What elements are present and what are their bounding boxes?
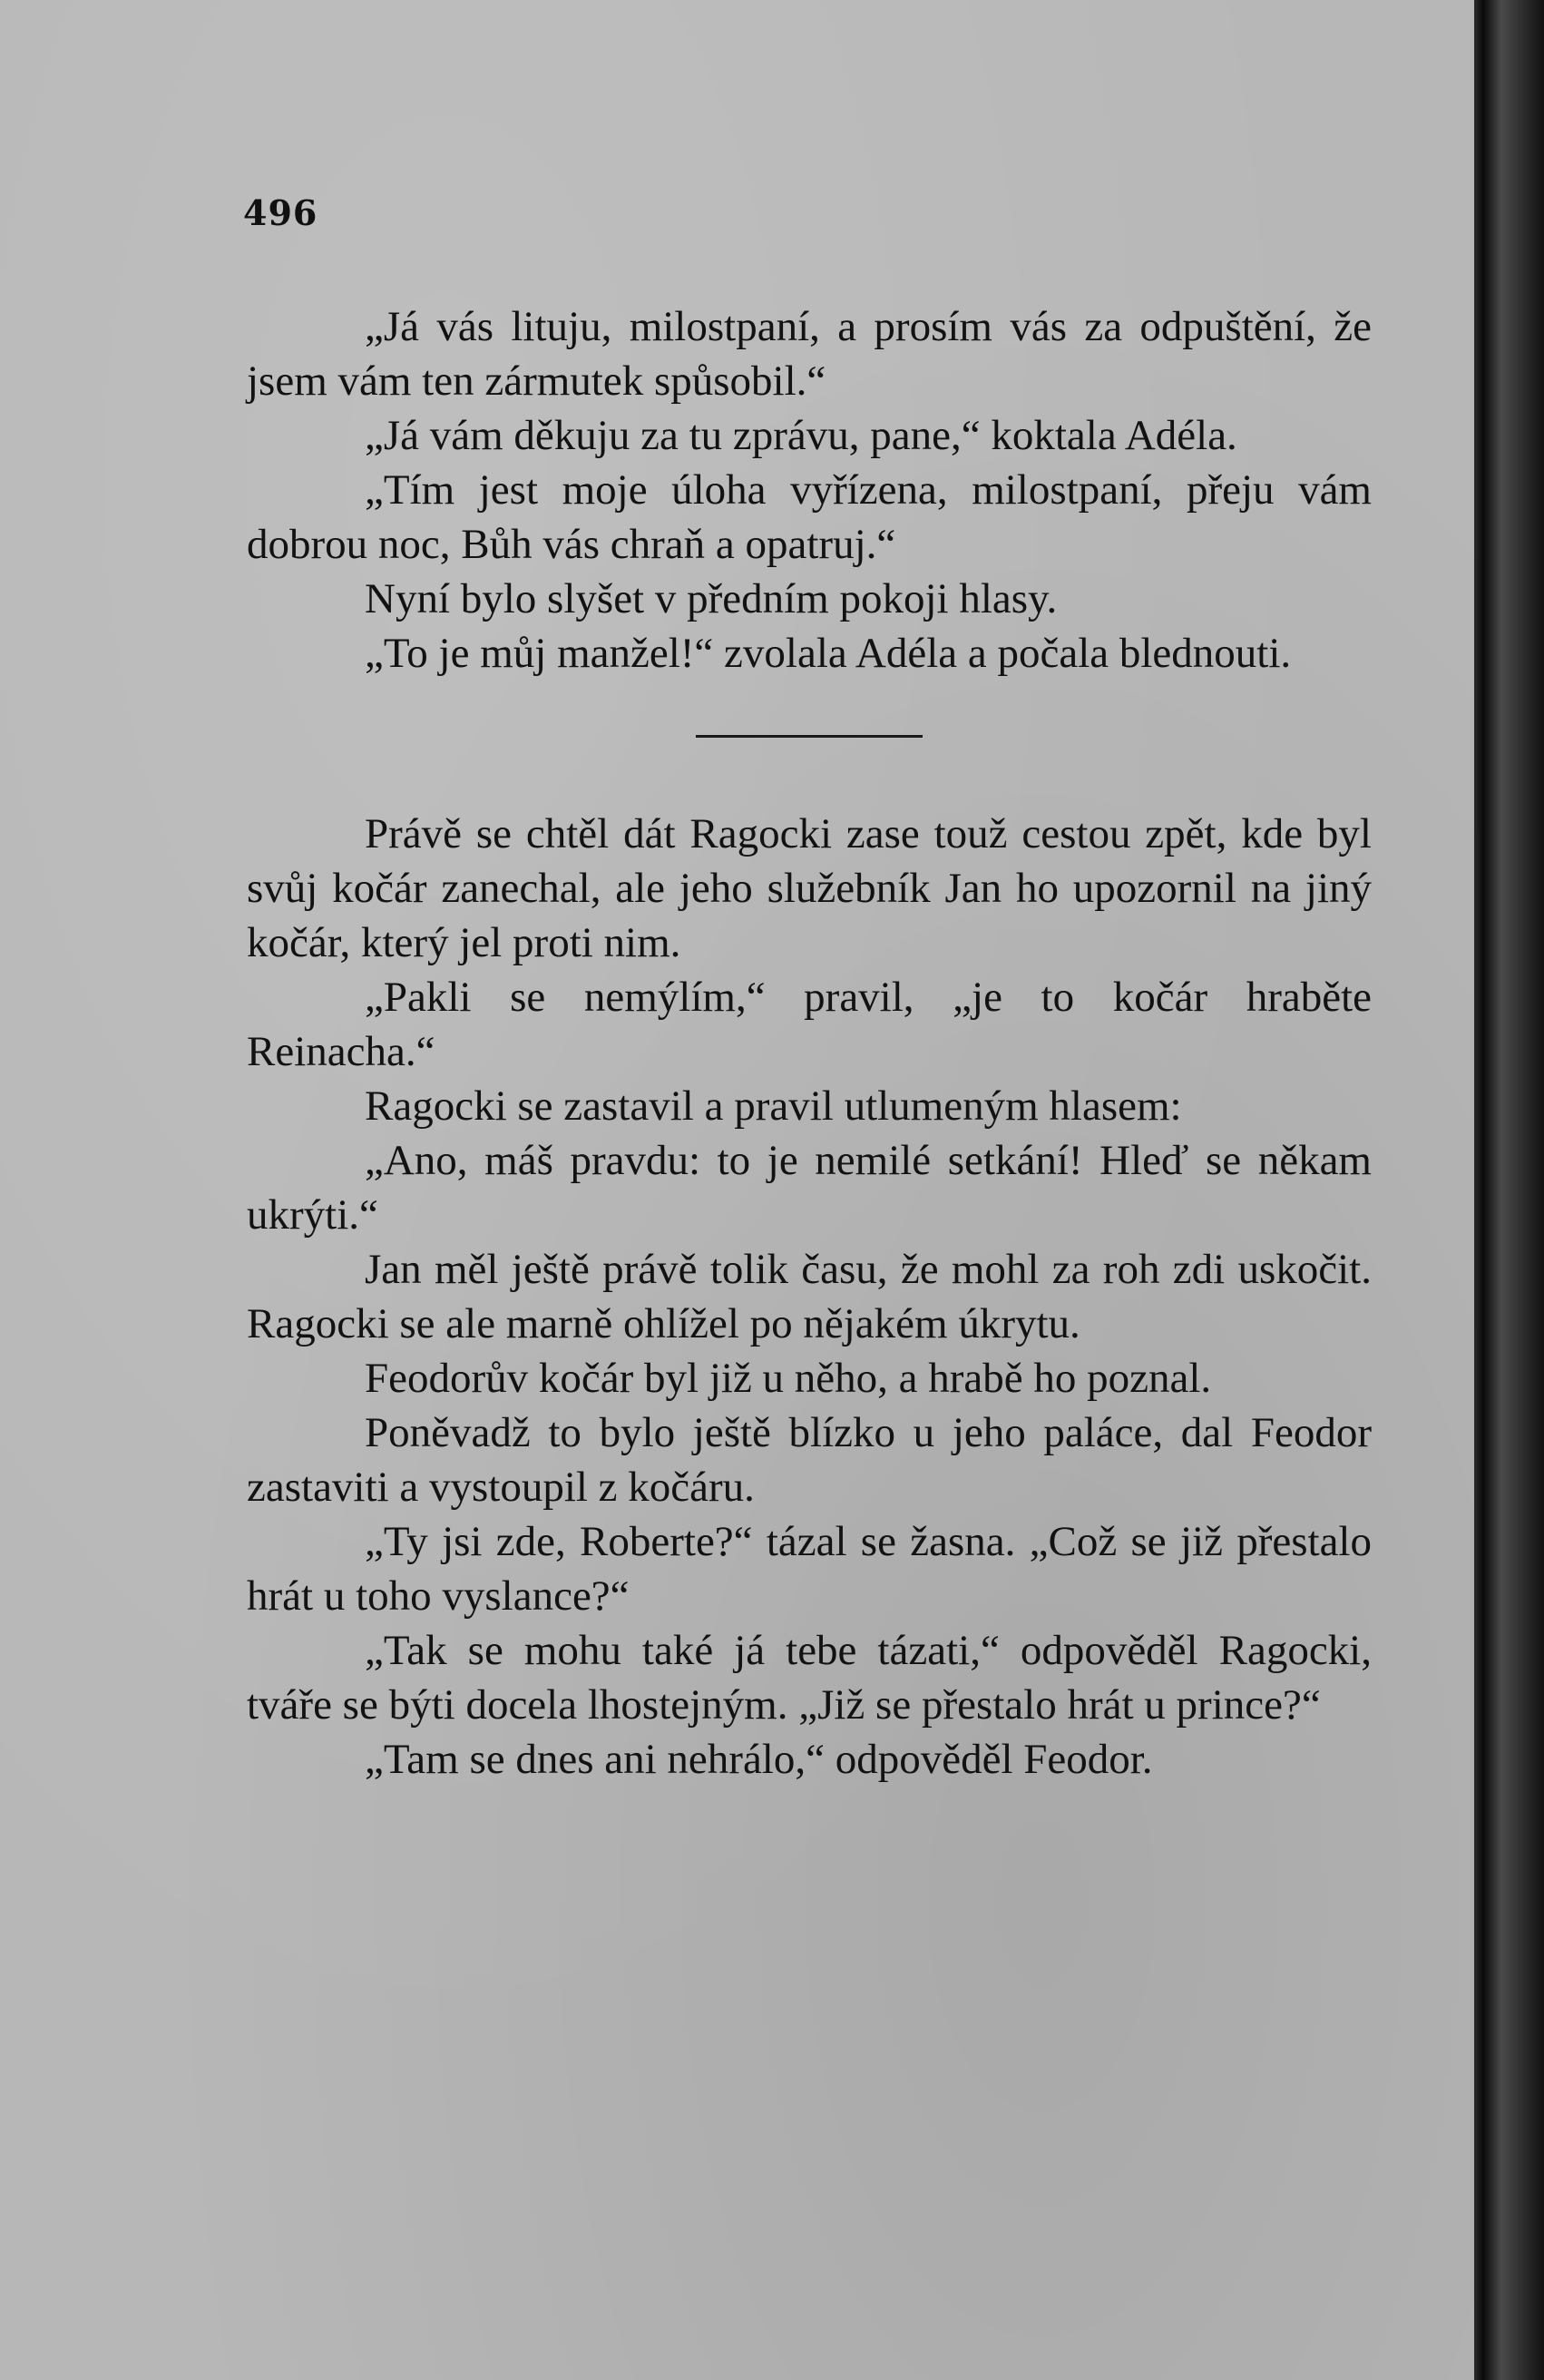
paragraph: Poněvadž to bylo ještě blízko u jeho paláce, dal Feodor zastaviti a vystoupil z kočáru. — [247, 1409, 1372, 1511]
paragraph: Ragocki se zastavil a pravil utlumeným hlasem: — [365, 1082, 1182, 1130]
text-block — [247, 299, 1372, 1787]
paragraph: Jan měl ještě právě tolik času, že mohl za roh zdi uskočit. Ragocki se ale marně ohlížel po nějakém úkrytu. — [247, 1246, 1372, 1347]
paragraph: Právě se chtěl dát Ragocki zase touž cestou zpět, kde byl svůj kočár zanechal, ale jeho služebník Jan ho upozornil na jiný kočár, který jel proti nim. — [247, 810, 1372, 966]
page-edge-shadow — [1474, 0, 1544, 2380]
paragraph: „Ano, máš pravdu: to je nemilé setkání! Hleď se někam ukrýti.“ — [247, 1137, 1372, 1239]
paragraph: „Tak se mohu také já tebe tázati,“ odpověděl Ragocki, tváře se býti docela lhostejným. „Již se přestalo hrát u prince?“ — [247, 1627, 1372, 1729]
paragraph: „To je můj manžel!“ zvolala Adéla a počala blednouti. — [365, 630, 1292, 677]
paragraph: „Tam se dnes ani nehrálo,“ odpověděl Feodor. — [365, 1736, 1153, 1783]
paragraph: „Já vám děkuju za tu zprávu, pane,“ koktala Adéla. — [365, 412, 1237, 459]
section-separator — [696, 735, 923, 738]
paragraph: „Ty jsi zde, Roberte?“ tázal se žasna. „Což se již přestalo hrát u toho vyslance?“ — [247, 1518, 1372, 1620]
page-number: 496 — [243, 192, 318, 233]
paragraph: Nyní bylo slyšet v předním pokoji hlasy. — [365, 575, 1058, 622]
paragraph: Feodorův kočár byl již u něho, a hrabě ho poznal. — [365, 1355, 1212, 1402]
paragraph: „Tím jest moje úloha vyřízena, milostpaní, přeju vám dobrou noc, Bůh vás chraň a opatruj.“ — [247, 466, 1372, 568]
paragraph: „Pakli se nemýlím,“ pravil, „je to kočár hraběte Reinacha.“ — [247, 974, 1372, 1075]
paragraph: „Já vás lituju, milostpaní, a prosím vás za odpuštění, že jsem vám ten zármutek spůsobil.“ — [247, 303, 1372, 405]
